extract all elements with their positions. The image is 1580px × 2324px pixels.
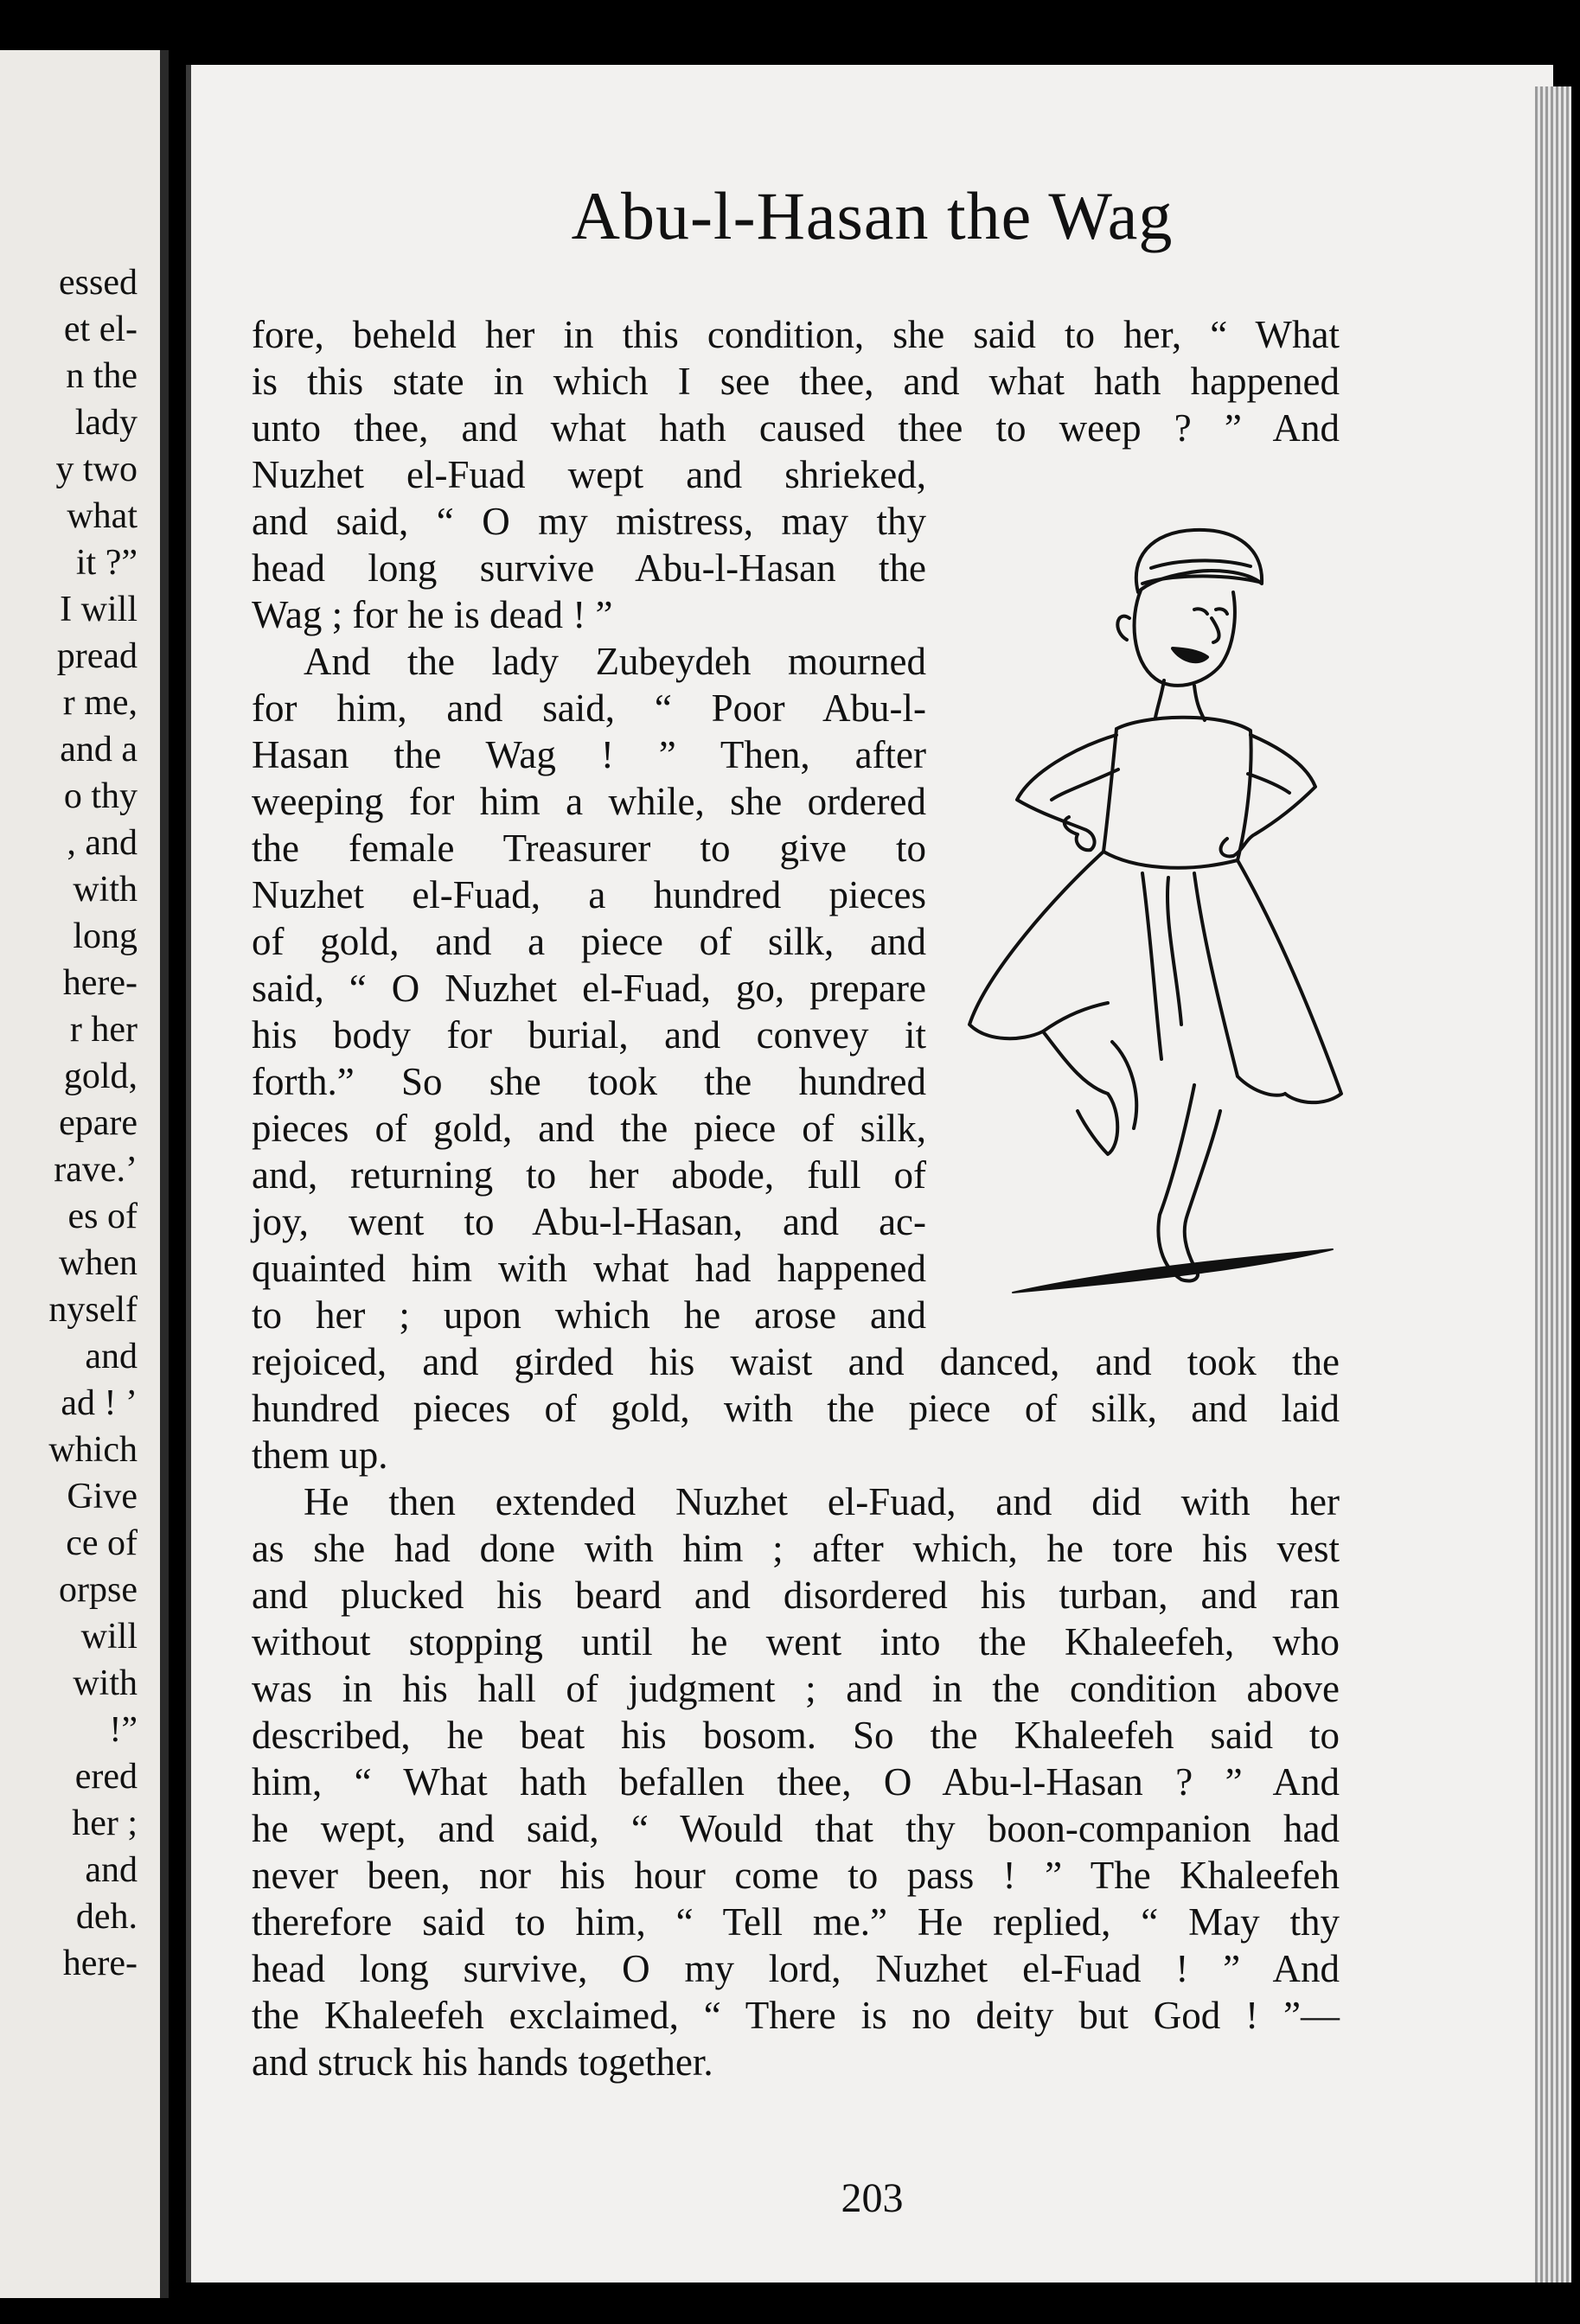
text-line: rejoiced, and girded his waist and danced, and took the: [252, 1340, 1340, 1383]
left-page-text-fragment: it ?”: [75, 543, 138, 583]
left-page-text-fragment: what: [67, 496, 138, 536]
chapter-title: Abu-l-Hasan the Wag: [571, 178, 1174, 253]
text-line: the Khaleefeh exclaimed, “ There is no deity but God ! ”—: [252, 1994, 1340, 2037]
text-line: of gold, and a piece of silk, and: [252, 920, 926, 963]
left-page-text-fragment: r me,: [62, 683, 138, 723]
text-line: head long survive, O my lord, Nuzhet el-Fuad ! ” And: [252, 1947, 1340, 1990]
text-line: therefore said to him, “ Tell me.” He replied, “ May thy: [252, 1900, 1340, 1944]
left-page-text-fragment: essed: [59, 263, 138, 303]
left-page-text-fragment: es of: [67, 1197, 138, 1236]
text-line: never been, nor his hour come to pass ! ” The Khaleefeh: [252, 1854, 1340, 1897]
left-page-text-fragment: here-: [62, 963, 138, 1003]
left-page-text-fragment: epare: [59, 1103, 138, 1143]
text-line: And the lady Zubeydeh mourned: [304, 640, 926, 683]
text-line: the female Treasurer to give to: [252, 827, 926, 870]
text-line: and, returning to her abode, full of: [252, 1153, 926, 1197]
left-page-text-fragment: Give: [67, 1477, 138, 1516]
text-line: to her ; upon which he arose and: [252, 1293, 926, 1337]
text-line: said, “ O Nuzhet el-Fuad, go, prepare: [252, 967, 926, 1010]
left-page-text-fragment: which: [48, 1430, 138, 1470]
left-page-text-fragment: her ;: [72, 1804, 138, 1843]
text-line: Nuzhet el-Fuad wept and shrieked,: [252, 453, 926, 496]
text-line: Nuzhet el-Fuad, a hundred pieces: [252, 873, 926, 916]
left-page-text-fragment: will: [80, 1617, 138, 1657]
text-line: head long survive Abu-l-Hasan the: [252, 546, 926, 590]
text-line: is this state in which I see thee, and what hath happened: [252, 360, 1340, 403]
left-page-text-fragment: and: [85, 1337, 138, 1376]
text-line: described, he beat his bosom. So the Khaleefeh said to: [252, 1714, 1340, 1757]
left-page-text-fragment: !”: [109, 1710, 138, 1750]
left-page-text-fragment: with: [73, 870, 138, 910]
text-line: as she had done with him ; after which, he tore his vest: [252, 1527, 1340, 1570]
text-line: was in his hall of judgment ; and in the condition above: [252, 1667, 1340, 1710]
text-line: fore, beheld her in this condition, she said to her, “ What: [252, 313, 1340, 356]
left-page-text-fragment: y two: [55, 450, 138, 489]
left-page-text-fragment: with: [73, 1663, 138, 1703]
left-page-text-fragment: deh.: [75, 1897, 138, 1937]
text-line: and plucked his beard and disordered his turban, and ran: [252, 1574, 1340, 1617]
left-page-text-fragment: et el-: [63, 310, 138, 349]
left-page-edge: [0, 50, 169, 2298]
left-page-text-fragment: lady: [74, 403, 138, 443]
text-line: He then extended Nuzhet el-Fuad, and did with her: [304, 1480, 1340, 1523]
left-page-text-fragment: and: [85, 1850, 138, 1890]
left-page-text-fragment: pread: [56, 636, 138, 676]
left-page-text-fragment: gold,: [63, 1057, 138, 1096]
page-edges: [1535, 86, 1571, 2282]
text-line: quainted him with what had happened: [252, 1247, 926, 1290]
left-page-text-fragment: orpse: [59, 1570, 138, 1610]
left-page-text-fragment: here-: [62, 1944, 138, 1983]
page-number: 203: [841, 2175, 904, 2221]
left-page-text-fragment: ce of: [66, 1523, 138, 1563]
text-line: weeping for him a while, she ordered: [252, 780, 926, 823]
text-line: his body for burial, and convey it: [252, 1013, 926, 1057]
left-page-text-fragment: r her: [69, 1010, 138, 1050]
text-line: him, “ What hath befallen thee, O Abu-l-Hasan ? ” And: [252, 1760, 1340, 1804]
left-page-text-fragment: ad ! ’: [61, 1383, 138, 1423]
text-line: them up.: [252, 1433, 388, 1477]
left-page-text-fragment: ered: [74, 1757, 138, 1797]
text-line: forth.” So she took the hundred: [252, 1060, 926, 1103]
text-line: for him, and said, “ Poor Abu-l-: [252, 686, 926, 730]
text-line: pieces of gold, and the piece of silk,: [252, 1107, 926, 1150]
left-page-text-fragment: nyself: [48, 1290, 138, 1330]
left-page-text-fragment: I will: [60, 590, 138, 629]
text-line: and struck his hands together.: [252, 2040, 713, 2084]
left-page-text-fragment: , and: [67, 823, 138, 863]
left-page-text-fragment: when: [59, 1243, 138, 1283]
text-line: and said, “ O my mistress, may thy: [252, 500, 926, 543]
text-line: unto thee, and what hath caused thee to weep ? ” And: [252, 406, 1340, 450]
left-page-text-fragment: n the: [66, 356, 138, 396]
text-line: without stopping until he went into the Khaleefeh, who: [252, 1620, 1340, 1663]
dancing-man-illustration: [935, 488, 1350, 1388]
book-page: [186, 65, 1553, 2282]
left-page-text-fragment: o thy: [63, 776, 138, 816]
text-line: he wept, and said, “ Would that thy boon-companion had: [252, 1807, 1340, 1850]
text-line: Hasan the Wag ! ” Then, after: [252, 733, 926, 776]
left-page-text-fragment: long: [73, 916, 138, 956]
left-page-text-fragment: rave.’: [54, 1150, 138, 1190]
text-line: hundred pieces of gold, with the piece of silk, and laid: [252, 1387, 1340, 1430]
text-line: Wag ; for he is dead ! ”: [252, 593, 613, 636]
left-page-text-fragment: and a: [60, 730, 138, 769]
text-line: joy, went to Abu-l-Hasan, and ac-: [252, 1200, 926, 1243]
